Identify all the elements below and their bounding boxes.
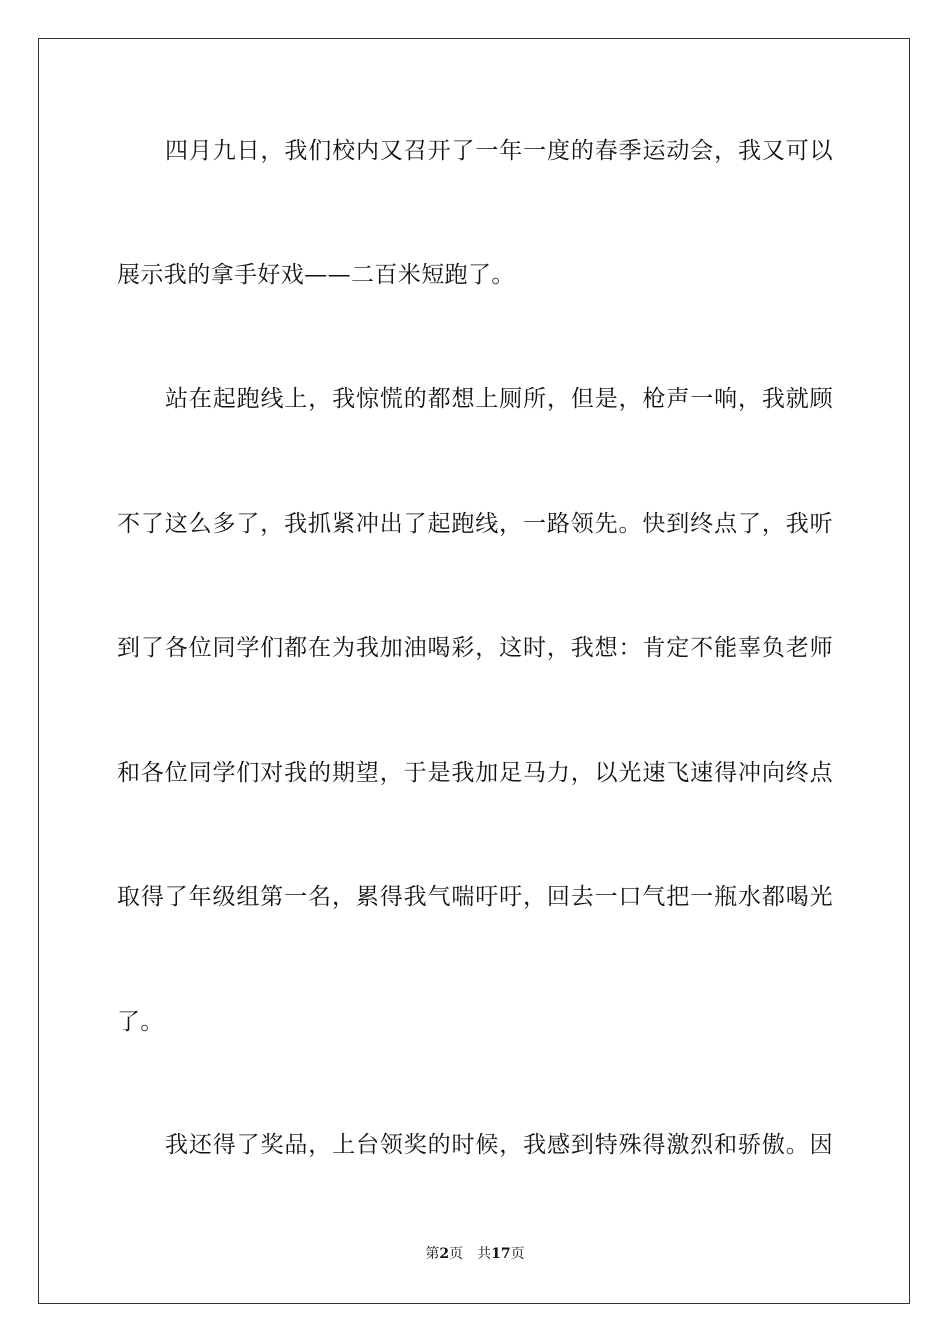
page-number-label — [425, 1245, 463, 1263]
paragraph-2-line-2: 不了这么多了，我抓紧冲出了起跑线，一路领先。快到终点了，我听 — [117, 511, 833, 537]
page-prefix: 第 — [425, 1246, 440, 1262]
total-pages-label — [477, 1245, 524, 1263]
paragraph-2-line-4: 和各位同学们对我的期望，于是我加足马力，以光速飞速得冲向终点 — [117, 760, 833, 786]
page-suffix: 页 — [449, 1246, 464, 1262]
paragraph-2-line-3: 到了各位同学们都在为我加油喝彩，这时，我想：肯定不能辜负老师 — [117, 635, 833, 661]
paragraph-2-line-5: 取得了年级组第一名，累得我气喘吁吁，回去一口气把一瓶水都喝光 — [117, 884, 833, 910]
current-page-number: 2 — [439, 1246, 450, 1262]
page-footer — [0, 1245, 950, 1263]
page-border — [38, 38, 910, 1304]
total-suffix: 页 — [510, 1246, 525, 1262]
total-prefix: 共 — [477, 1246, 492, 1262]
total-pages-number: 17 — [491, 1246, 511, 1262]
paragraph-2-line-6: 了。 — [117, 1009, 164, 1035]
paragraph-2-line-1: 站在起跑线上，我惊慌的都想上厕所，但是，枪声一响，我就顾 — [165, 386, 833, 412]
paragraph-1-line-2: 展示我的拿手好戏——二百米短跑了。 — [117, 262, 515, 288]
paragraph-3-line-1: 我还得了奖品，上台领奖的时候，我感到特殊得激烈和骄傲。因 — [165, 1132, 833, 1158]
paragraph-1-line-1: 四月九日，我们校内又召开了一年一度的春季运动会，我又可以 — [165, 138, 833, 164]
